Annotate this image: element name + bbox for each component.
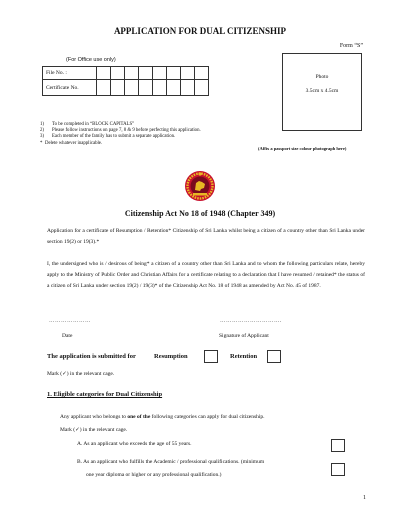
file-no-cell[interactable] [139, 67, 153, 80]
sri-lanka-emblem-icon [184, 170, 216, 202]
file-no-cell[interactable] [195, 67, 209, 80]
file-no-cell[interactable] [153, 67, 167, 80]
certificate-no-cell[interactable] [181, 80, 195, 96]
option-a-label: A. As an applicant who exceeds the age of 55 years. [77, 441, 192, 447]
date-field[interactable]: ………………… [49, 318, 91, 324]
photo-size-label: 3.5cm x 4.5cm [305, 88, 339, 94]
form-label: Form “S” [339, 43, 363, 49]
certificate-no-label: Certificate No. [43, 80, 97, 96]
mark-note-2: Mark (✓) in the relevant cage. [60, 427, 128, 433]
photo-box[interactable] [282, 53, 362, 131]
signature-field[interactable]: …………………………. [220, 318, 282, 324]
resumption-checkbox[interactable] [204, 350, 218, 363]
certificate-no-cell[interactable] [97, 80, 111, 96]
option-a-checkbox[interactable] [331, 439, 345, 452]
certificate-no-cell[interactable] [153, 80, 167, 96]
note-item: 3) Each member of the family has to submit a separate application. [40, 134, 176, 140]
retention-label: Retention [230, 353, 258, 360]
file-no-cell[interactable] [181, 67, 195, 80]
file-no-cell[interactable] [167, 67, 181, 80]
page-number: 1 [363, 495, 366, 501]
section-title: 1. Eligible categories for Dual Citizenship [47, 391, 163, 398]
mark-note: Mark (✓) in the relevant cage. [47, 371, 115, 377]
file-no-cell[interactable] [111, 67, 125, 80]
certificate-no-cell[interactable] [167, 80, 181, 96]
certificate-no-cell[interactable] [125, 80, 139, 96]
photo-label: Photo [315, 74, 329, 80]
date-label: Date [62, 333, 73, 339]
submitted-for-label: The application is submitted for [47, 353, 136, 360]
signature-label: Signature of Applicant [219, 333, 269, 339]
affix-photo-note: (Affix a passport size colour photograph here) [258, 146, 347, 151]
application-paragraph: Application for a certificate of Resumption / Retention* Citizenship of Sri Lanka whilst being a citizen of a country other than Sri Lanka under section 19(2) or 19(3).* [47, 228, 365, 245]
office-row-file [43, 67, 209, 80]
file-no-label: File No. : [43, 67, 97, 80]
resumption-label: Resumption [154, 353, 188, 360]
option-b-label: B. As an applicant who fulfills the Academic / professional qualifications. (minimum [77, 459, 265, 465]
option-b-label-cont: one year diploma or higher or any professional qualification.) [86, 472, 222, 478]
certificate-no-cell[interactable] [139, 80, 153, 96]
section-intro: Any applicant who belongs to one of the following categories can apply for dual citizenship. [60, 414, 265, 420]
office-row-certificate [43, 80, 209, 96]
file-no-cell[interactable] [97, 67, 111, 80]
file-no-cell[interactable] [125, 67, 139, 80]
retention-checkbox[interactable] [267, 350, 281, 363]
act-title: Citizenship Act No 18 of 1948 (Chapter 349) [124, 209, 276, 218]
certificate-no-cell[interactable] [195, 80, 209, 96]
note-item: 1) To be completed in “BLOCK CAPITALS” [40, 122, 135, 127]
instruction-notes [40, 122, 240, 147]
note-item: 2) Please follow instructions on page 7, 8 & 9 before perfecting this application. [40, 128, 201, 134]
note-item: * Delete whatever inapplicable. [40, 140, 103, 146]
page-title: APPLICATION FOR DUAL CITIZENSHIP [113, 26, 287, 36]
option-b-checkbox[interactable] [331, 463, 345, 476]
office-use-table [42, 66, 209, 96]
declaration-paragraph: I, the undersigned who is / desirous of being* a citizen of a country other than Sri Lanka and to whom the following particulars relate, hereby apply to the Ministry of Public Order and Christian Affairs for a certificate relating to a declaration that I have resumed / retained* the status of a citizen of Sri Lanka under section 19(2) / 19(3)* of the Citizenship Act No. 18 of 1948 as amended by Act No. 45 of 1987. [47, 261, 365, 289]
office-use-label: (For Office use only) [66, 57, 116, 63]
certificate-no-cell[interactable] [111, 80, 125, 96]
